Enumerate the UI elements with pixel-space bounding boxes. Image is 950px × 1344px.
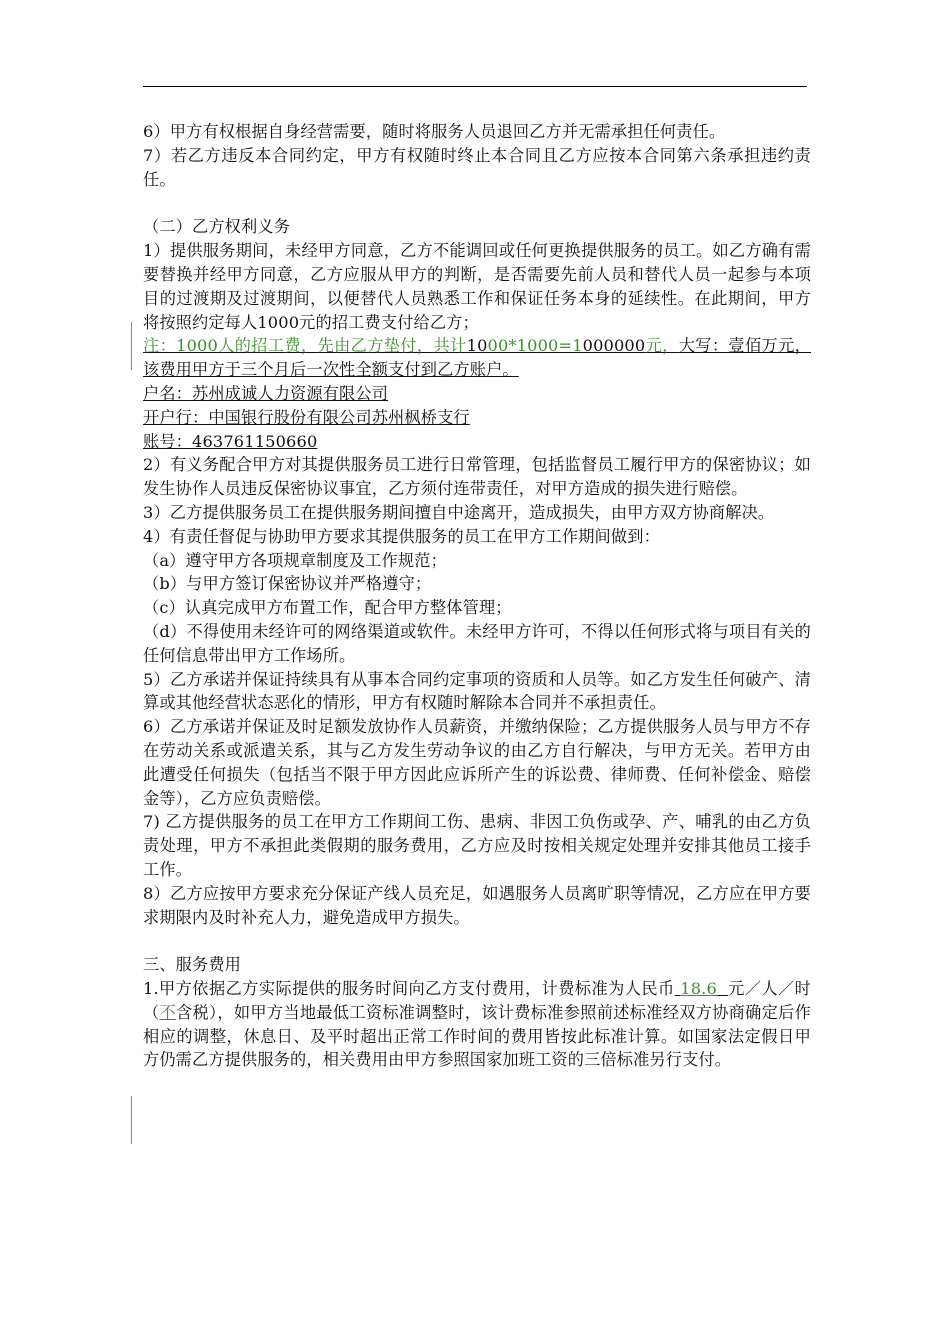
note-part: 00*10 — [487, 336, 538, 356]
note-part: 元， — [645, 336, 679, 356]
note-part: 大写：壹佰万元，该费用甲方于三个月后一次性全额支付到乙方账户。 — [143, 336, 811, 380]
document-body — [143, 120, 811, 1072]
clause-b-4d: （d）不得使用未经许可的网络渠道或软件。未经甲方许可，不得以任何形式将与项目有关的任何信息带出甲方工作场所。 — [143, 621, 811, 665]
clause-b-4a: （a）遵守甲方各项规章制度及工作规范； — [143, 550, 447, 570]
clause-a-6: 6）甲方有权根据自身经营需要，随时将服务人员退回乙方并无需承担任何责任。 — [143, 122, 726, 141]
bank-name: 开户行：中国银行股份有限公司苏州枫桥支行 — [143, 407, 470, 427]
note-part: 招工费，先由乙方垫付，共计 — [251, 336, 467, 356]
section-heading-b: （二）乙方权利义务 — [143, 217, 291, 237]
clause-a-7: 7）若乙方违反本合同约定，甲方有权随时终止本合同且乙方应按本合同第六条承担违约责任。 — [143, 145, 811, 189]
fee-text: 元／人／时（ — [143, 979, 811, 1022]
clause-b-6: 6）乙方承诺并保证及时足额发放协作人员薪资，并缴纳保险；乙方提供服务人员与甲方不存在劳动关系或派遣关系，其与乙方发生劳动争议的由乙方自行解决，与甲方无关。若甲方由此遭受任何损失（包括当不限于甲方因此应诉所产生的诉讼费、律师费、任何补偿金、赔偿金等），乙方应负责赔偿。 — [143, 717, 811, 808]
tax-not: 不 — [159, 1002, 176, 1022]
note-part: 注：1000人的 — [143, 336, 252, 356]
clause-b-4c: （c）认真完成甲方布置工作，配合甲方整体管理； — [143, 598, 512, 618]
clause-b-8: 8）乙方应按甲方要求充分保证产线人员充足，如遇服务人员离旷职等情况，乙方应在甲方要求期限内及时补充人力，避免造成甲方损失。 — [143, 883, 811, 927]
fee-note — [143, 334, 811, 382]
revision-bar — [131, 1096, 132, 1144]
section-heading-fee: 三、服务费用 — [143, 955, 242, 975]
revision-bar — [131, 322, 132, 370]
fee-clause-1 — [143, 977, 811, 1072]
fee-rate: 18.6 — [680, 979, 717, 999]
clause-b-7: 7) 乙方提供服务的员工在甲方工作期间工伤、患病、非因工负伤或孕、产、哺乳的由乙方负责处理，甲方不承担此类假期的服务费用，乙方应及时按相关规定处理并安排其他员工接手工作。 — [143, 812, 811, 879]
fee-text: 1.甲方依据乙方实际提供的服务时间向乙方支付费用，计费标准为人民币 — [143, 979, 675, 999]
note-part: 10 — [466, 336, 488, 356]
fee-text: 含税），如甲方当地最低工资标准调整时，该计费标准参照前述标准经双方协商确定后作相应的调整，休息日、及平时超出正常工作时间的费用皆按此标准计算。如国家法定假日甲方仍需乙方提供服务的，相关费用由甲方参照国家加班工资的三倍标准另行支付。 — [143, 1002, 811, 1070]
account-name: 户名：苏州成诚人力资源有限公司 — [143, 383, 389, 403]
clause-b-4: 4）有责任督促与协助甲方要求其提供服务的员工在甲方工作期间做到： — [143, 526, 660, 546]
clause-b-5: 5）乙方承诺并保证持续具有从事本合同约定事项的资质和人员等。如乙方发生任何破产、清算或其他经营状态恶化的情形，甲方有权随时解除本合同并不承担责任。 — [143, 669, 811, 713]
account-number: 账号：463761150660 — [143, 431, 318, 451]
clause-b-2: 2）有义务配合甲方对其提供服务员工进行日常管理，包括监督员工履行甲方的保密协议；如发生协作人员违反保密协议事宜，乙方须付连带责任，对甲方造成的损失进行赔偿。 — [143, 455, 811, 499]
note-part: 000000 — [582, 336, 646, 356]
header-rule — [143, 86, 807, 87]
clause-b-4b: （b）与甲方签订保密协议并严格遵守； — [143, 574, 432, 594]
clause-b-3: 3）乙方提供服务员工在提供服务期间擅自中途离开，造成损失，由甲方双方协商解决。 — [143, 502, 775, 522]
note-part: 00=1 — [537, 336, 583, 356]
clause-b-1: 1）提供服务期间，未经甲方同意，乙方不能调回或任何更换提供服务的员工。如乙方确有需要替换并经甲方同意，乙方应服从甲方的判断，是否需要先前人员和替代人员一起参与本项目的过渡期及过渡期间，以便替代人员熟悉工作和保证任务本身的延续性。在此期间，甲方将按照约定每人1000元的招工费支付给乙方； — [143, 241, 811, 332]
